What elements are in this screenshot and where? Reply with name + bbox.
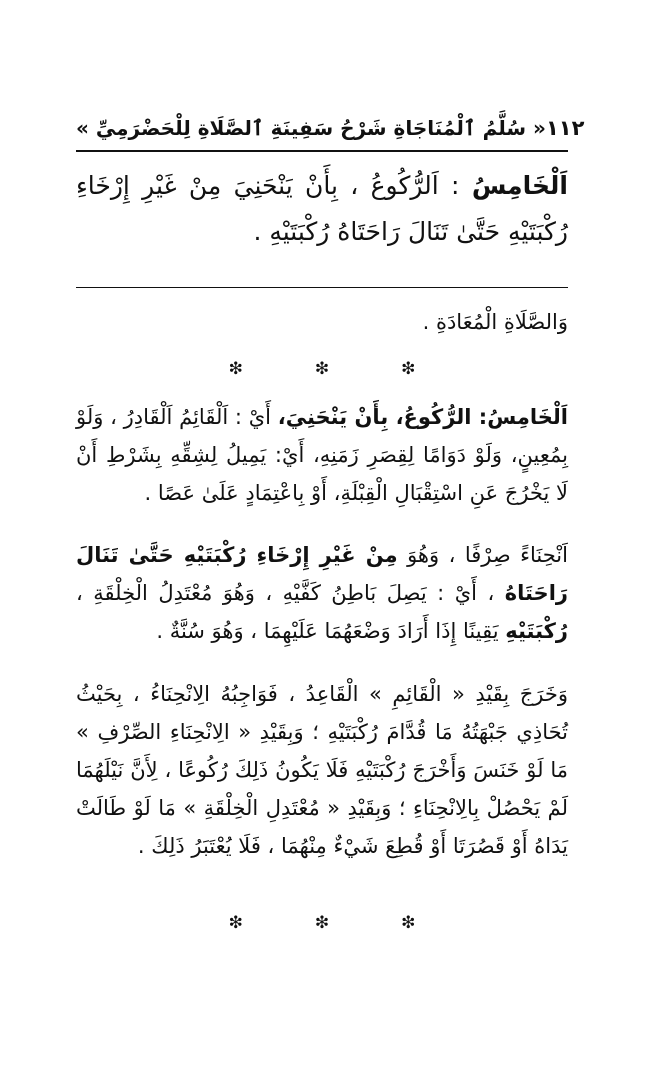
page-header <box>76 108 585 148</box>
sharh-paragraph-2 <box>76 536 568 650</box>
star-ornament-icon: ❇ <box>314 913 330 933</box>
star-ornament-icon: ❇ <box>401 913 416 933</box>
matn-label: اَلْخَامِسُ <box>471 171 568 200</box>
section-divider-stars <box>76 354 568 384</box>
star-ornament-icon: ❇ <box>228 913 243 933</box>
sharh-paragraph-1 <box>76 398 568 512</box>
quoted-matn: رُكْبَتَيْهِ <box>505 619 568 643</box>
matn-body: : اَلرُّكُوعُ ، بِأَنْ يَنْحَنِيَ مِنْ غَيْرِ إِرْخَاءِ رُكْبَتَيْهِ حَتَّىٰ تَنَالَ رَاحَتَاهُ رُكْبَتَيْهِ . <box>76 171 568 246</box>
paragraph-text: ، أَيْ : يَصِلَ بَاطِنُ كَفَّيْهِ ، وَهُوَ مُعْتَدِلُ الْخِلْقَةِ ، <box>76 581 495 605</box>
section-divider-stars <box>76 908 568 938</box>
paragraph-text: اَنْحِنَاءً صِرْفًا ، وَهُوَ <box>407 543 568 567</box>
header-rule <box>76 150 568 152</box>
star-ornament-icon: ❇ <box>228 359 243 379</box>
star-ornament-icon: ❇ <box>314 359 330 379</box>
quoted-matn: مِنْ غَيْرِ إِرْخَاءِ رُكْبَتَيْهِ حَتَّىٰ تَنَالَ رَاحَتَاهُ <box>76 543 568 605</box>
star-ornament-icon: ❇ <box>401 359 416 379</box>
sharh-paragraph-3: وَخَرَجَ بِقَيْدِ « الْقَائِمِ » الْقَاعِدُ ، فَوَاجِبُهُ الِانْحِنَاءُ ، بِحَيْثُ تُحَاذِي جَبْهَتُهُ مَا قُدَّامَ رُكْبَتَيْهِ ؛ وَبِقَيْدِ « الِانْحِنَاءِ الصِّرْفِ » مَا لَوْ خَنَسَ وَأَخْرَجَ رُكْبَتَيْهِ فَلَا يَكُونُ ذَلِكَ رُكُوعًا ، لِأَنَّ نَيْلَهُمَا لَمْ يَحْصُلْ بِالِانْحِنَاءِ ؛ وَبِقَيْدِ « مُعْتَدِلِ الْخِلْقَةِ » مَا لَوْ طَالَتْ يَدَاهُ أَوْ قَصُرَتَا أَوْ قُطِعَ شَيْءٌ مِنْهُمَا ، فَلَا يُعْتَبَرُ ذَلِكَ . <box>76 682 568 858</box>
sharh-continuation: وَالصَّلَاةِ الْمُعَادَةِ . <box>422 310 568 334</box>
paragraph-text: أَيْ : اَلْقَائِمُ اَلْقَادِرُ ، وَلَوْ بِمُعِينٍ، وَلَوْ دَوَامًا لِقِصَرِ زَمَنِهِ، أَيْ: يَمِيلُ لِشِقِّهِ بِشَرْطِ أَنْ لَا يَخْرُجَ عَنِ اسْتِقْبَالِ الْقِبْلَةِ، أَوْ بِاعْتِمَادٍ عَلَىٰ عَصًا . <box>76 405 568 505</box>
matn-text <box>76 163 568 255</box>
paragraph-lead: اَلْخَامِسُ: الرُّكُوعُ، بِأَنْ يَنْحَنِيَ، <box>277 405 568 429</box>
page-number: ١١٢ <box>545 116 585 140</box>
running-title: « سُلَّمُ ٱلْمُنَاجَاةِ شَرْحُ سَفِينَةِ ٱلصَّلَاةِ لِلْحَضْرَمِيِّ » <box>76 116 546 140</box>
paragraph-text: يَقِينًا إِذَا أَرَادَ وَضْعَهُمَا عَلَيْهِمَا ، وَهُوَ سُنَّةٌ . <box>156 619 499 643</box>
matn-separator-rule <box>76 287 568 288</box>
